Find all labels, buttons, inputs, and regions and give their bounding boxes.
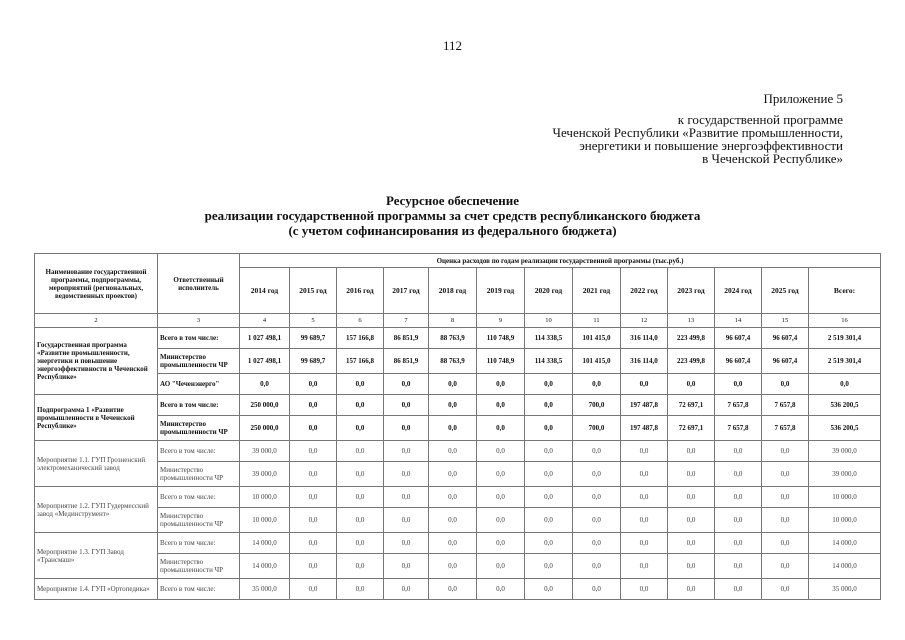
value-cell: 223 499,8 [668,328,715,349]
value-cell: 0,0 [762,487,809,508]
appendix-block [553,92,843,165]
header-year: 2020 год [525,268,573,314]
value-cell: 0,0 [621,441,668,462]
executor-cell: Всего в том числе: [158,395,240,416]
value-cell: 0,0 [621,374,668,395]
value-cell: 0,0 [668,554,715,579]
value-cell: 101 415,0 [573,328,621,349]
executor-cell: Всего в том числе: [158,441,240,462]
value-cell: 2 519 301,4 [809,328,881,349]
value-cell: 14 000,0 [240,554,290,579]
header-name: Наименование государственной программы, подпрограммы, мероприятий (региональных, ведомственных проектов) [35,254,158,314]
header-year: 2017 год [384,268,429,314]
appendix-line: энергетики и повышение энергоэффективности [579,138,843,153]
value-cell: 7 657,8 [715,416,762,441]
header-year: Всего: [809,268,881,314]
value-cell: 0,0 [477,374,525,395]
value-cell: 0,0 [477,462,525,487]
value-cell: 0,0 [525,416,573,441]
value-cell: 39 000,0 [240,462,290,487]
value-cell: 0,0 [384,508,429,533]
value-cell: 14 000,0 [809,533,881,554]
value-cell: 0,0 [477,441,525,462]
value-cell: 0,0 [337,441,384,462]
value-cell: 10 000,0 [809,508,881,533]
value-cell: 0,0 [525,487,573,508]
value-cell: 0,0 [762,533,809,554]
value-cell: 1 027 498,1 [240,328,290,349]
appendix-line: Чеченской Республики «Развитие промышленности, [552,125,843,140]
value-cell: 39 000,0 [809,462,881,487]
value-cell: 0,0 [429,462,477,487]
value-cell: 0,0 [429,554,477,579]
value-cell: 35 000,0 [240,579,290,600]
header-year: 2016 год [337,268,384,314]
value-cell: 197 487,8 [621,416,668,441]
header-year: 2014 год [240,268,290,314]
value-cell: 0,0 [668,508,715,533]
value-cell: 0,0 [384,416,429,441]
value-cell: 0,0 [384,533,429,554]
program-name-cell: Государственная программа «Развитие промышленности, энергетики и повышение энергоэффективности в Чеченской Республике» [35,328,158,395]
value-cell: 0,0 [525,395,573,416]
value-cell: 0,0 [429,487,477,508]
value-cell: 101 415,0 [573,349,621,374]
column-number: 6 [337,314,384,328]
value-cell: 72 697,1 [668,395,715,416]
value-cell: 0,0 [290,462,337,487]
column-number: 7 [384,314,429,328]
value-cell: 0,0 [290,579,337,600]
column-number: 5 [290,314,337,328]
value-cell: 14 000,0 [240,533,290,554]
value-cell: 0,0 [290,374,337,395]
value-cell: 0,0 [384,374,429,395]
header-year: 2022 год [621,268,668,314]
value-cell: 72 697,1 [668,416,715,441]
executor-cell: Министерство промышленности ЧР [158,462,240,487]
value-cell: 0,0 [668,533,715,554]
document-title [0,193,905,238]
value-cell: 0,0 [477,579,525,600]
value-cell: 0,0 [337,508,384,533]
value-cell: 114 338,5 [525,349,573,374]
value-cell: 0,0 [337,462,384,487]
value-cell: 0,0 [525,579,573,600]
value-cell: 0,0 [384,395,429,416]
value-cell: 0,0 [384,579,429,600]
table-row [35,374,881,395]
value-cell: 0,0 [337,395,384,416]
value-cell: 99 689,7 [290,349,337,374]
column-number: 4 [240,314,290,328]
value-cell: 0,0 [621,579,668,600]
value-cell: 96 607,4 [762,349,809,374]
value-cell: 110 748,9 [477,328,525,349]
value-cell: 0,0 [668,374,715,395]
value-cell: 0,0 [429,579,477,600]
value-cell: 0,0 [573,579,621,600]
value-cell: 0,0 [337,374,384,395]
value-cell: 0,0 [762,374,809,395]
value-cell: 7 657,8 [762,416,809,441]
value-cell: 2 519 301,4 [809,349,881,374]
value-cell: 0,0 [621,487,668,508]
value-cell: 0,0 [525,533,573,554]
value-cell: 0,0 [525,554,573,579]
value-cell: 0,0 [429,508,477,533]
value-cell: 0,0 [621,508,668,533]
executor-cell: Всего в том числе: [158,328,240,349]
table-row [35,349,881,374]
value-cell: 0,0 [573,441,621,462]
value-cell: 0,0 [429,395,477,416]
value-cell: 700,0 [573,416,621,441]
value-cell: 0,0 [337,487,384,508]
value-cell: 0,0 [429,374,477,395]
value-cell: 0,0 [429,441,477,462]
program-name-cell: Мероприятие 1.3. ГУП Завод «Трансмаш» [35,533,158,579]
column-number: 3 [158,314,240,328]
value-cell: 86 851,9 [384,328,429,349]
value-cell: 10 000,0 [809,487,881,508]
value-cell: 157 166,8 [337,328,384,349]
value-cell: 0,0 [290,508,337,533]
table-row [35,508,881,533]
table-row [35,487,881,508]
appendix-title: Приложение 5 [763,91,843,106]
value-cell: 0,0 [337,533,384,554]
executor-cell: Всего в том числе: [158,533,240,554]
table-row [35,416,881,441]
value-cell: 0,0 [477,416,525,441]
value-cell: 110 748,9 [477,349,525,374]
executor-cell: Министерство промышленности ЧР [158,416,240,441]
value-cell: 0,0 [715,441,762,462]
value-cell: 0,0 [668,579,715,600]
value-cell: 0,0 [668,487,715,508]
value-cell: 14 000,0 [809,554,881,579]
value-cell: 0,0 [668,441,715,462]
value-cell: 0,0 [715,508,762,533]
value-cell: 0,0 [384,554,429,579]
table-row [35,441,881,462]
table-row [35,579,881,600]
column-number: 12 [621,314,668,328]
value-cell: 0,0 [290,416,337,441]
value-cell: 1 027 498,1 [240,349,290,374]
value-cell: 0,0 [715,554,762,579]
value-cell: 223 499,8 [668,349,715,374]
table-body [35,328,881,600]
value-cell: 0,0 [715,533,762,554]
column-number: 14 [715,314,762,328]
header-year: 2019 год [477,268,525,314]
value-cell: 536 200,5 [809,395,881,416]
value-cell: 7 657,8 [762,395,809,416]
value-cell: 0,0 [337,554,384,579]
executor-cell: Министерство промышленности ЧР [158,508,240,533]
value-cell: 0,0 [762,554,809,579]
value-cell: 197 487,8 [621,395,668,416]
value-cell: 96 607,4 [762,328,809,349]
header-executor: Ответственный исполнитель [158,254,240,314]
value-cell: 0,0 [573,508,621,533]
value-cell: 0,0 [715,487,762,508]
column-number: 16 [809,314,881,328]
value-cell: 0,0 [809,374,881,395]
value-cell: 0,0 [337,579,384,600]
title-line: (с учетом софинансирования из федерального бюджета) [288,223,617,238]
value-cell: 316 114,0 [621,328,668,349]
page-number: 112 [442,38,463,53]
resource-table [34,253,881,600]
value-cell: 0,0 [384,462,429,487]
column-number: 8 [429,314,477,328]
value-cell: 0,0 [762,441,809,462]
value-cell: 0,0 [337,416,384,441]
value-cell: 0,0 [621,554,668,579]
value-cell: 0,0 [573,462,621,487]
appendix-line: в Чеченской Республике» [702,151,843,166]
title-line: Ресурсное обеспечение [385,193,520,208]
value-cell: 0,0 [573,533,621,554]
header-year: 2018 год [429,268,477,314]
header-year: 2015 год [290,268,337,314]
value-cell: 0,0 [621,533,668,554]
executor-cell: Министерство промышленности ЧР [158,554,240,579]
value-cell: 114 338,5 [525,328,573,349]
value-cell: 96 607,4 [715,328,762,349]
value-cell: 0,0 [290,533,337,554]
program-name-cell: Мероприятие 1.1. ГУП Грозненский электромеханический завод [35,441,158,487]
header-year: 2025 год [762,268,809,314]
table-row [35,462,881,487]
value-cell: 316 114,0 [621,349,668,374]
value-cell: 0,0 [290,487,337,508]
value-cell: 7 657,8 [715,395,762,416]
table-row [35,328,881,349]
value-cell: 35 000,0 [809,579,881,600]
column-numbers-row [35,314,881,328]
value-cell: 157 166,8 [337,349,384,374]
value-cell: 0,0 [715,462,762,487]
header-estimate: Оценка расходов по годам реализации государственной программы (тыс.руб.) [240,254,881,268]
column-number: 15 [762,314,809,328]
value-cell: 10 000,0 [240,508,290,533]
value-cell: 0,0 [240,374,290,395]
table-row [35,395,881,416]
executor-cell: Всего в том числе: [158,579,240,600]
value-cell: 0,0 [477,395,525,416]
value-cell: 0,0 [290,554,337,579]
value-cell: 0,0 [525,441,573,462]
value-cell: 99 689,7 [290,328,337,349]
value-cell: 0,0 [525,374,573,395]
column-number: 13 [668,314,715,328]
value-cell: 0,0 [477,508,525,533]
header-year: 2021 год [573,268,621,314]
value-cell: 0,0 [715,579,762,600]
program-name-cell: Подпрограмма 1 «Развитие промышленности в Чеченской Республике» [35,395,158,441]
value-cell: 0,0 [762,462,809,487]
appendix-line: к государственной программе [677,112,843,127]
value-cell: 0,0 [477,554,525,579]
value-cell: 86 851,9 [384,349,429,374]
value-cell: 0,0 [762,508,809,533]
executor-cell: АО "Чеченэнерго" [158,374,240,395]
value-cell: 250 000,0 [240,395,290,416]
value-cell: 0,0 [762,579,809,600]
value-cell: 96 607,4 [715,349,762,374]
value-cell: 0,0 [573,554,621,579]
column-number: 10 [525,314,573,328]
value-cell: 0,0 [290,441,337,462]
value-cell: 250 000,0 [240,416,290,441]
value-cell: 700,0 [573,395,621,416]
value-cell: 88 763,9 [429,328,477,349]
value-cell: 0,0 [715,374,762,395]
executor-cell: Всего в том числе: [158,487,240,508]
value-cell: 0,0 [290,395,337,416]
value-cell: 39 000,0 [240,441,290,462]
program-name-cell: Мероприятие 1.4. ГУП «Ортопедика» [35,579,158,600]
value-cell: 0,0 [429,416,477,441]
table-row [35,533,881,554]
value-cell: 0,0 [384,441,429,462]
header-year: 2024 год [715,268,762,314]
column-number: 11 [573,314,621,328]
program-name-cell: Мероприятие 1.2. ГУП Гудермесский завод «Мединструмент» [35,487,158,533]
column-number: 2 [35,314,158,328]
value-cell: 0,0 [668,462,715,487]
value-cell: 536 200,5 [809,416,881,441]
table-row [35,554,881,579]
header-year: 2023 год [668,268,715,314]
value-cell: 0,0 [477,533,525,554]
value-cell: 0,0 [525,508,573,533]
title-line: реализации государственной программы за счет средств республиканского бюджета [204,208,701,223]
value-cell: 0,0 [477,487,525,508]
value-cell: 88 763,9 [429,349,477,374]
value-cell: 0,0 [525,462,573,487]
column-number: 9 [477,314,525,328]
value-cell: 0,0 [573,487,621,508]
value-cell: 39 000,0 [809,441,881,462]
executor-cell: Министерство промышленности ЧР [158,349,240,374]
value-cell: 0,0 [621,462,668,487]
value-cell: 10 000,0 [240,487,290,508]
value-cell: 0,0 [384,487,429,508]
value-cell: 0,0 [429,533,477,554]
value-cell: 0,0 [573,374,621,395]
